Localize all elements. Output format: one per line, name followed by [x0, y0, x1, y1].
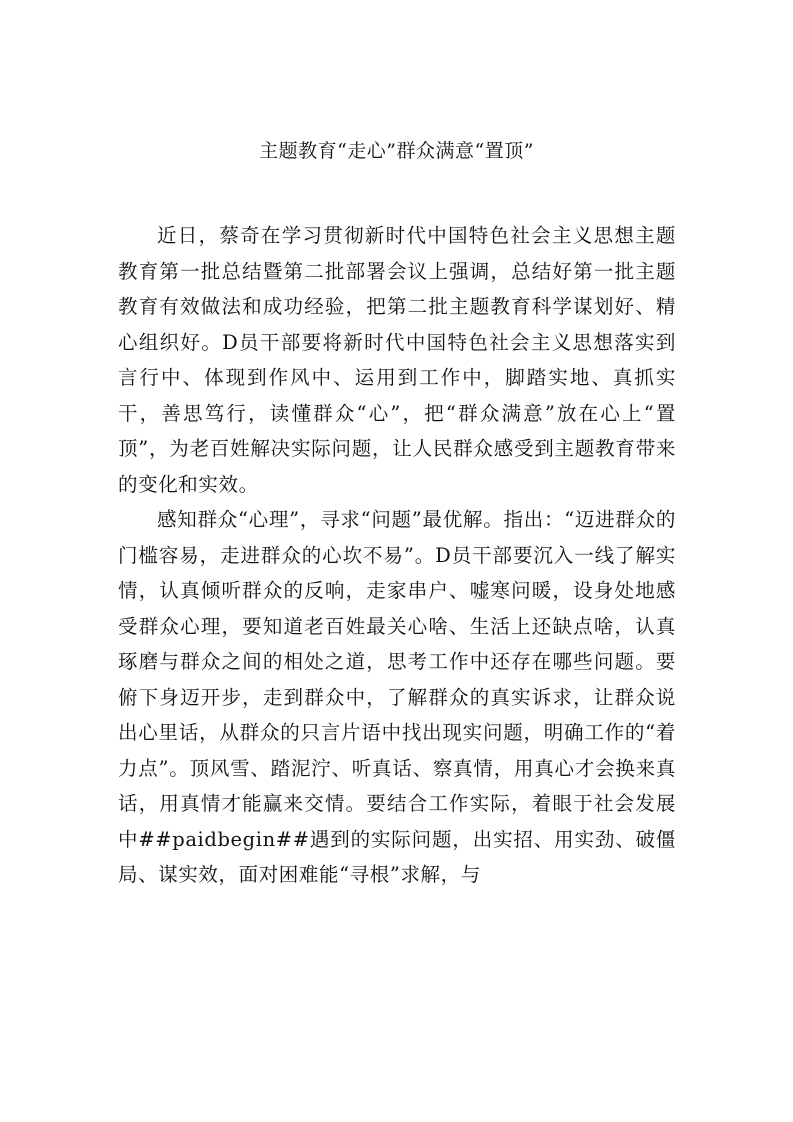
- paragraph-1: 近日，蔡奇在学习贯彻新时代中国特色社会主义思想主题教育第一批总结暨第二批部署会议上强调，总结好第一批主题教育有效做法和成功经验，把第二批主题教育科学谋划好、精心组织好。D员干部要将新时代中国特色社会主义思想落实到言行中、体现到作风中、运用到工作中，脚踏实地、真抓实干，善思笃行，读懂群众“心”，把“群众满意”放在心上“置顶”，为老百姓解决实际问题，让人民群众感受到主题教育带来的变化和实效。: [118, 224, 676, 496]
- document-title: 主题教育“走心”群众满意“置顶”: [259, 140, 534, 162]
- document-body: [118, 218, 676, 893]
- paragraph-2: 感知群众“心理”，寻求“问题”最优解。指出：“迈进群众的门槛容易，走进群众的心坎不易”。D员干部要沉入一线了解实情，认真倾听群众的反响，走家串户、嘘寒问暖，设身处地感受群众心理，要知道老百姓最关心啥、生活上还缺点啥，认真琢磨与群众之间的相处之道，思考工作中还存在哪些问题。要俯下身迈开步，走到群众中，了解群众的真实诉求，让群众说出心里话，从群众的只言片语中找出现实问题，明确工作的“着力点”。顶风雪、踏泥泞、听真话、察真情，用真心才会换来真话，用真情才能赢来交情。要结合工作实际，着眼于社会发展中##paidbegin##遇到的实际问题，出实招、用实劲、破僵局、谋实效，面对困难能“寻根”求解，与: [118, 508, 676, 886]
